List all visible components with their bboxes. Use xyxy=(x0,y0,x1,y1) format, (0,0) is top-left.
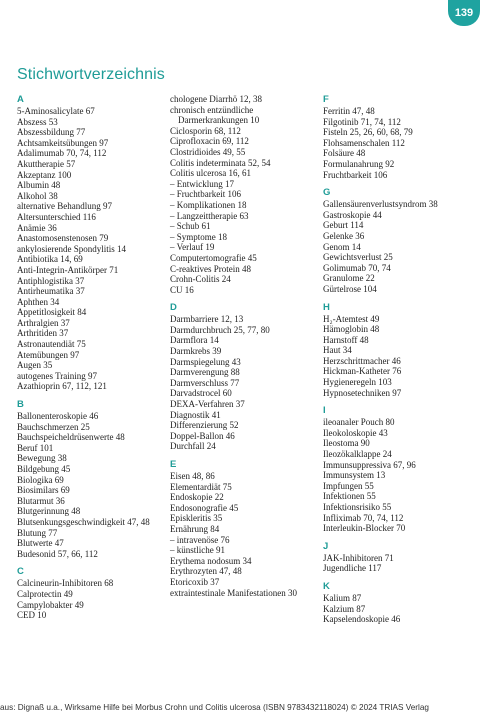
index-entry: Ferritin 47, 48 xyxy=(323,106,375,116)
index-entry: Ballonenteroskopie 46 xyxy=(17,411,99,422)
index-entry: Fruchtbarkeit 106 xyxy=(323,169,388,180)
index-entry: Immunsuppressiva 67, 96 xyxy=(323,459,416,470)
index-entry: Anastomosenstenosen 79 xyxy=(17,233,109,244)
index-entry: JAK-Inhibitoren 71 xyxy=(323,552,394,563)
index-entry: Hygieneregeln 103 xyxy=(323,377,392,388)
source-footer: aus: Dignaß u.a., Wirksame Hilfe bei Morbus Crohn und Colitis ulcerosa (ISBN 9783432118024) © 2024 TRIAS Verlag xyxy=(0,703,429,712)
index-entry: Altersunterschied 116 xyxy=(17,211,96,222)
index-entry: Bauchspeicheldrüsenwerte 48 xyxy=(17,432,125,443)
index-entry: Kalium 87 xyxy=(323,592,362,603)
index-entry: Folsäure 48 xyxy=(323,148,366,159)
index-entry: Herzschrittmacher 46 xyxy=(323,355,401,366)
section-letter: I xyxy=(323,405,326,417)
index-entry: Augen 35 xyxy=(17,360,53,371)
index-entry: Elementardiät 75 xyxy=(170,481,232,492)
section-letter: B xyxy=(17,399,24,411)
index-entry: Akuttherapie 57 xyxy=(17,158,76,169)
index-section xyxy=(170,94,320,295)
index-entry: Impfungen 55 xyxy=(323,480,374,491)
index-entry: Gürtelrose 104 xyxy=(323,283,377,294)
index-entry: Endoskopie 22 xyxy=(170,492,224,503)
section-letter: J xyxy=(323,540,329,552)
index-entry: Blutwerte 47 xyxy=(17,538,64,549)
index-entry: Immunsystem 13 xyxy=(323,470,386,481)
index-entry: Appetitlosigkeit 84 xyxy=(17,307,87,318)
page-title: Stichwortverzeichnis xyxy=(17,66,165,83)
index-entry: Ciprofloxacin 69, 112 xyxy=(170,136,249,147)
index-section xyxy=(323,581,473,625)
index-entry: ileoanaler Pouch 80 xyxy=(323,417,395,428)
section-letter: D xyxy=(170,302,177,314)
index-entry: Etoricoxib 37 xyxy=(170,576,220,587)
index-entry: CU 16 xyxy=(170,284,194,295)
index-section xyxy=(323,405,473,534)
index-entry: Calprotectin 49 xyxy=(17,588,73,599)
index-entry: Bewegung 38 xyxy=(17,453,67,464)
index-entry: Atemübungen 97 xyxy=(17,349,80,360)
index-entry: Gallensäurenverlustsyndrom 38 xyxy=(323,199,438,210)
index-section xyxy=(17,94,167,392)
index-entry: – Schub 61 xyxy=(170,221,211,232)
index-entry: Abszessbildung 77 xyxy=(17,127,86,138)
index-entry: chologene Diarrhö 12, 38 xyxy=(170,94,262,104)
index-entry: Antirheumatika 37 xyxy=(17,286,85,297)
index-entry: Infliximab 70, 74, 112 xyxy=(323,512,404,523)
index-entry: Erythema nodosum 34 xyxy=(170,555,252,566)
section-letter: G xyxy=(323,187,331,199)
index-entry: Geburt 114 xyxy=(323,220,364,231)
index-entry: Beruf 101 xyxy=(17,442,54,453)
index-entry: Budesonid 57, 66, 112 xyxy=(17,548,98,559)
index-entry: DEXA-Verfahren 37 xyxy=(170,399,245,410)
index-entry: Astronautendiät 75 xyxy=(17,339,86,350)
index-column-3 xyxy=(323,94,473,632)
index-entry: Achtsamkeitsübungen 97 xyxy=(17,137,109,148)
index-entry: Endosonografie 45 xyxy=(170,502,239,513)
index-entry: Anti-Integrin-Antikörper 71 xyxy=(17,264,119,275)
index-entry: Jugendliche 117 xyxy=(323,563,382,574)
index-entry: Darmflora 14 xyxy=(170,335,219,346)
index-entry: – Symptome 18 xyxy=(170,231,228,242)
index-entry: Eisen 48, 86 xyxy=(170,471,215,481)
index-entry: Anämie 36 xyxy=(17,222,57,233)
index-entry: Durchfall 24 xyxy=(170,441,216,452)
index-entry: Ernährung 84 xyxy=(170,523,220,534)
index-entry: Colitis indeterminata 52, 54 xyxy=(170,157,271,168)
index-entry: Episkleritis 35 xyxy=(170,513,223,524)
index-entry: Darmverengung 88 xyxy=(170,367,240,378)
index-entry: Blutgerinnung 48 xyxy=(17,506,81,517)
index-entry: Infektionen 55 xyxy=(323,491,376,502)
index-entry: Bauchschmerzen 25 xyxy=(17,421,90,432)
index-entry: Biologika 69 xyxy=(17,474,64,485)
index-entry: Ileostoma 90 xyxy=(323,438,370,449)
index-section xyxy=(17,566,167,620)
index-entry: Granulome 22 xyxy=(323,273,375,284)
index-entry: Diagnostik 41 xyxy=(170,409,221,420)
index-entry: Filgotinib 71, 74, 112 xyxy=(323,116,401,127)
index-entry: Gewichtsverlust 25 xyxy=(323,252,393,263)
index-entry: ankylosierende Spondylitis 14 xyxy=(17,243,126,254)
index-entry: Arthritiden 37 xyxy=(17,328,69,339)
index-entry: Biosimilars 69 xyxy=(17,485,70,496)
index-entry: Blutsenkungsgeschwindigkeit 47, 48 xyxy=(17,516,150,527)
index-entry: Azathioprin 67, 112, 121 xyxy=(17,381,107,392)
index-entry: Harnstoff 48 xyxy=(323,334,369,345)
index-entry: Albumin 48 xyxy=(17,180,61,191)
index-entry: Ileokoloskopie 43 xyxy=(323,427,388,438)
section-letter: E xyxy=(170,459,177,470)
index-entry: Abszess 53 xyxy=(17,116,58,127)
section-letter: F xyxy=(323,94,329,105)
index-section xyxy=(323,541,473,574)
index-entry: Aphthen 34 xyxy=(17,296,60,307)
index-entry: C-reaktives Protein 48 xyxy=(170,263,251,274)
index-section xyxy=(323,94,473,180)
index-entry: – Entwicklung 17 xyxy=(170,178,234,189)
section-letter: K xyxy=(323,580,330,592)
index-entry: Fisteln 25, 26, 60, 68, 79 xyxy=(323,127,413,138)
index-entry: Arthralgien 37 xyxy=(17,317,70,328)
index-entry: – künstliche 91 xyxy=(170,545,225,556)
index-entry: extraintestinale Manifestationen 30 xyxy=(170,587,297,598)
index-entry: Clostridioides 49, 55 xyxy=(170,146,246,157)
index-section xyxy=(17,399,167,559)
index-entry: Ciclosporin 68, 112 xyxy=(170,125,241,136)
index-entry: Computertomografie 45 xyxy=(170,252,257,263)
index-entry: alternative Behandlung 97 xyxy=(17,201,112,212)
index-entry: Flohsamenschalen 112 xyxy=(323,137,405,148)
index-entry: Colitis ulcerosa 16, 61 xyxy=(170,168,251,179)
index-entry: Golimumab 70, 74 xyxy=(323,262,391,273)
index-entry: Alkohol 38 xyxy=(17,190,58,201)
index-entry: Hämoglobin 48 xyxy=(323,324,380,335)
section-letter: H xyxy=(323,301,330,313)
index-section xyxy=(170,302,320,452)
section-letter: A xyxy=(17,94,24,105)
index-entry: Hickman-Katheter 76 xyxy=(323,366,402,377)
index-entry: Crohn-Colitis 24 xyxy=(170,274,231,285)
index-entry: Gelenke 36 xyxy=(323,230,365,241)
index-entry: Campylobakter 49 xyxy=(17,599,84,610)
index-entry: Calcineurin-Inhibitoren 68 xyxy=(17,578,114,589)
index-entry: Erythrozyten 47, 48 xyxy=(170,566,242,577)
index-entry: CED 10 xyxy=(17,610,47,621)
index-entry: Hypnosetechniken 97 xyxy=(323,387,402,398)
index-column-1 xyxy=(17,94,167,628)
index-entry: Darmbarriere 12, 13 xyxy=(170,314,244,325)
index-entry: – Fruchtbarkeit 106 xyxy=(170,189,241,200)
index-section xyxy=(323,187,473,294)
index-entry: Blutung 77 xyxy=(17,527,58,538)
index-entry: Ileozökalklappe 24 xyxy=(323,449,392,460)
index-entry: Gastroskopie 44 xyxy=(323,209,382,220)
index-column-2 xyxy=(170,94,320,605)
index-entry: Infektionsrisiko 55 xyxy=(323,502,392,512)
index-entry: Darvadstrocel 60 xyxy=(170,388,232,399)
index-entry: Differenzierung 52 xyxy=(170,420,239,431)
index-entry: – Komplikationen 18 xyxy=(170,199,247,210)
index-entry: Genom 14 xyxy=(323,241,361,252)
index-entry: Adalimumab 70, 74, 112 xyxy=(17,148,107,159)
index-section xyxy=(170,459,320,598)
index-entry: Interleukin-Blocker 70 xyxy=(323,523,406,534)
index-entry: Kalzium 87 xyxy=(323,603,366,614)
index-entry: H₂-Atemtest 49 xyxy=(323,313,380,324)
index-entry: Antibiotika 14, 69 xyxy=(17,254,83,265)
index-entry: – Verlauf 19 xyxy=(170,242,215,253)
index-entry: Antiphlogistika 37 xyxy=(17,275,85,286)
index-entry: Doppel-Ballon 46 xyxy=(170,430,235,441)
index-entry: – Langzeittherapie 63 xyxy=(170,210,249,221)
index-entry: Darmdurchbruch 25, 77, 80 xyxy=(170,324,270,335)
index-entry: Formulanahrung 92 xyxy=(323,158,395,169)
index-entry: 5-Aminosalicylate 67 xyxy=(17,106,95,116)
index-section xyxy=(323,302,473,399)
index-entry: Darmkrebs 39 xyxy=(170,346,222,357)
section-letter: C xyxy=(17,566,24,578)
index-entry: Akzeptanz 100 xyxy=(17,169,72,180)
index-entry: Darmverschluss 77 xyxy=(170,377,240,388)
index-entry: autogenes Training 97 xyxy=(17,370,97,381)
index-entry: chronisch entzündliche Darmerkrankungen 10 xyxy=(170,104,260,126)
index-entry: Bildgebung 45 xyxy=(17,464,71,474)
index-entry: – intravenöse 76 xyxy=(170,534,230,545)
index-entry: Blutarmut 36 xyxy=(17,495,65,506)
page-number-badge: 139 xyxy=(448,0,480,26)
index-entry: Darmspiegelung 43 xyxy=(170,356,241,367)
index-entry: Haut 34 xyxy=(323,345,352,356)
index-entry: Kapselendoskopie 46 xyxy=(323,614,401,625)
